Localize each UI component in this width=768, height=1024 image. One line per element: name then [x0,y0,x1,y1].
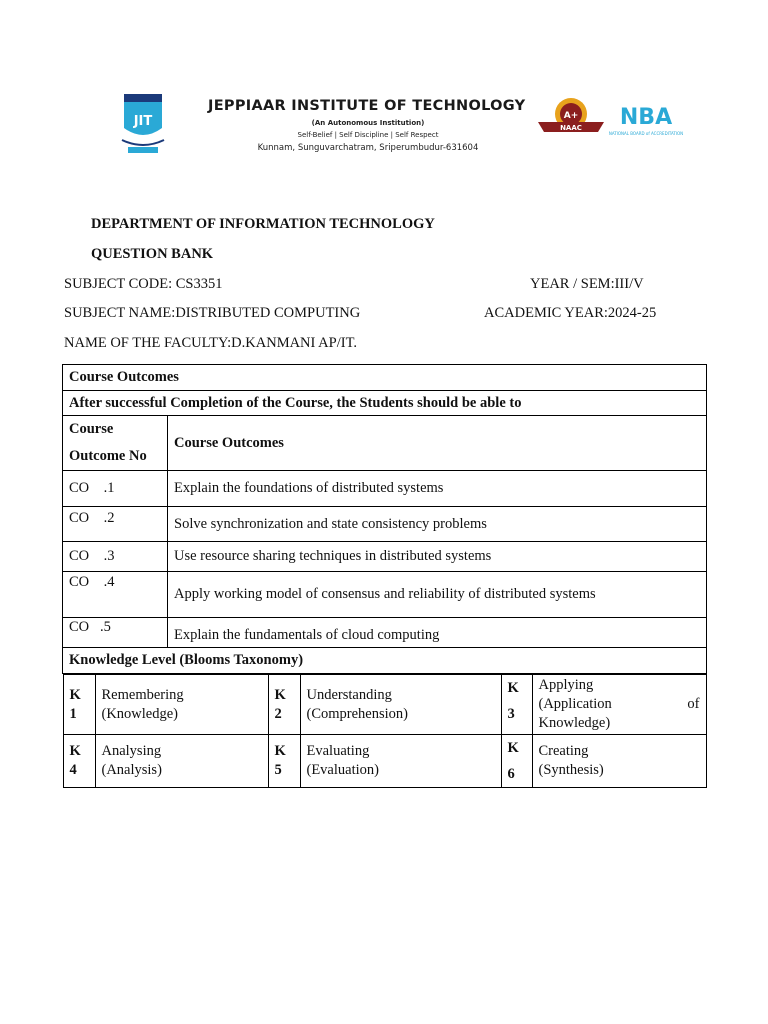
column-header-outcome-no-line1: Course [69,421,114,437]
k-level-category: (Evaluation) [306,762,379,778]
k-level-name: Applying [538,677,594,693]
nba-logo [608,98,684,142]
table-row [63,618,707,648]
co-number: CO .2 [63,507,168,542]
k-level-3 [501,675,532,735]
k-number: 5 [274,762,282,778]
academic-year: ACADEMIC YEAR:2024-25 [484,305,657,321]
co-description: Use resource sharing techniques in distributed systems [168,542,707,572]
table-row [63,572,707,618]
course-outcomes-heading: Course Outcomes [63,365,707,391]
table-row [63,471,707,507]
co-number: CO .3 [63,542,168,572]
k-letter: K [274,743,286,759]
k-level-name: Remembering [101,686,184,703]
co-description: Apply working model of consensus and reliability of distributed systems [168,572,707,618]
k-level-category-cont: Knowledge) [538,715,611,731]
naac-grade: A+ [563,111,579,121]
year-semester: YEAR / SEM:III/V [530,276,644,292]
k-level-3-label [532,675,706,735]
table-row [63,507,707,542]
blooms-taxonomy-table [63,674,707,788]
k-level-name: Analysing [101,743,162,759]
k-letter: K [507,680,519,696]
k-number: 6 [507,766,515,782]
k-letter: K [507,740,519,756]
k-level-2 [268,675,300,735]
nba-subtitle: NATIONAL BOARD of ACCREDITATION [608,131,684,136]
column-header-course-outcomes: Course Outcomes [168,416,707,471]
k-level-category: (Comprehension) [306,705,408,722]
address: Kunnam, Sunguvarchatram, Sriperumbudur-631604 [257,143,479,153]
table-row [63,735,706,788]
co-number: CO .1 [63,471,168,507]
institute-banner [88,92,684,166]
co-description: Solve synchronization and state consistency problems [168,507,707,542]
k-level-4-label [95,735,268,788]
co-description: Explain the fundamentals of cloud computing [168,618,707,648]
co-description: Explain the foundations of distributed systems [168,471,707,507]
nba-label: NBA [619,105,673,130]
co-number: CO .5 [63,618,168,648]
co-number: CO .4 [63,572,168,618]
k-level-1 [63,675,95,735]
k-level-name: Creating [538,743,589,759]
document-title: QUESTION BANK [91,246,214,262]
course-outcomes-table [62,364,707,788]
jit-logo [118,94,168,156]
department-heading: DEPARTMENT OF INFORMATION TECHNOLOGY [91,216,435,232]
institute-name: JEPPIAAR INSTITUTE OF TECHNOLOGY [208,98,526,114]
k-level-1-label [95,675,268,735]
autonomous-label: (An Autonomous Institution) [311,119,425,127]
k-level-2-label [300,675,501,735]
k-level-6-label [532,735,706,788]
k-level-category [539,695,700,714]
naac-badge [536,96,606,140]
table-row [63,542,707,572]
subject-code: SUBJECT CODE: CS3351 [64,276,223,292]
subject-name: SUBJECT NAME:DISTRIBUTED COMPUTING [64,305,361,321]
k-number: 3 [507,706,515,722]
k-level-category: (Knowledge) [101,705,179,722]
motto: Self-Belief | Self Discipline | Self Respect [297,131,439,139]
k-letter: K [69,743,81,759]
k-number: 4 [69,762,77,778]
course-outcomes-intro: After successful Completion of the Course, the Students should be able to [63,391,707,416]
k-level-5-label [300,735,501,788]
k-number: 1 [69,705,77,722]
k-level-6 [501,735,532,788]
k-level-category: (Synthesis) [538,762,604,778]
naac-label: NAAC [560,124,582,132]
k-level-4 [63,735,95,788]
knowledge-level-heading: Knowledge Level (Blooms Taxonomy) [63,648,707,674]
k-number: 2 [274,705,282,722]
k-level-name: Evaluating [306,743,370,759]
table-row [63,675,706,735]
k-level-name: Understanding [306,686,392,703]
k-letter: K [69,686,81,703]
column-header-outcome-no [63,416,168,471]
k-level-category-part: of [687,696,700,712]
k-level-5 [268,735,300,788]
k-level-category: (Analysis) [101,762,162,778]
k-letter: K [274,686,286,703]
logo-mark: JIT [133,114,153,129]
k-level-category-part: (Application [538,696,612,712]
column-header-outcome-no-line2: Outcome No [69,448,147,464]
faculty-name: NAME OF THE FACULTY:D.KANMANI AP/IT. [64,335,357,351]
